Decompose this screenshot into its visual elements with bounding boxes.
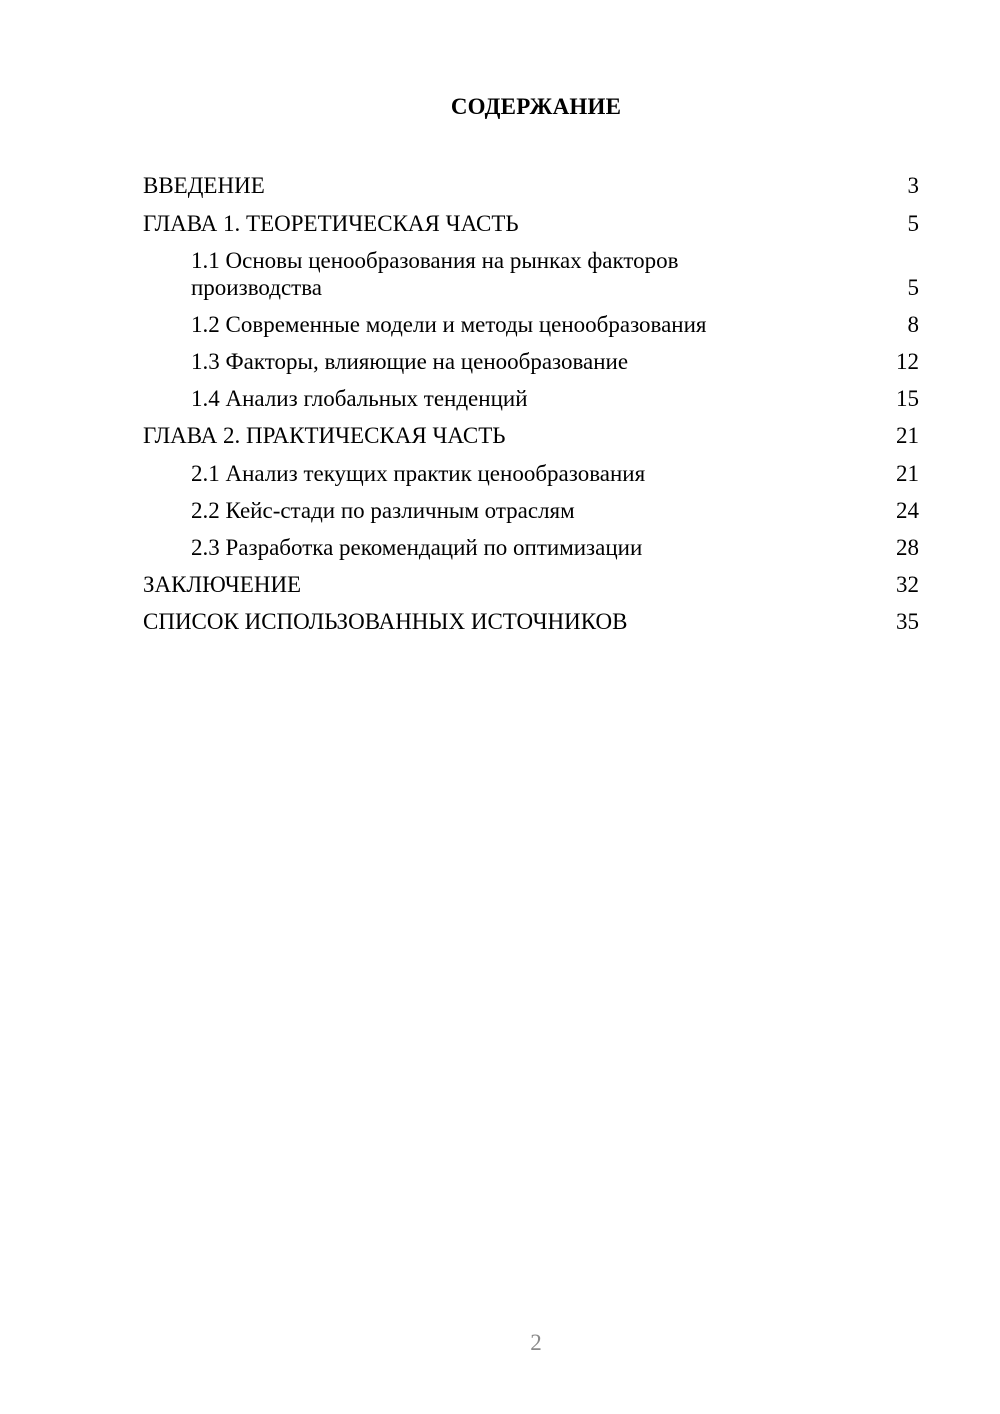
toc-entry-text: 2.1 Анализ текущих практик ценообразования	[191, 460, 646, 486]
toc-entry-section-2-3[interactable]	[143, 529, 919, 566]
toc-entry-page: 32	[896, 571, 919, 597]
toc-entry-page: 21	[896, 423, 919, 448]
toc-entry-text: ВВЕДЕНИЕ	[143, 173, 265, 198]
toc-entry-page: 15	[896, 386, 919, 411]
toc-entry-page: 35	[896, 609, 919, 634]
toc-entry-text: 1.4 Анализ глобальных тенденций	[191, 386, 528, 411]
toc-entry-text: 2.2 Кейс-стади по различным отраслям	[191, 497, 575, 523]
toc-entry-introduction[interactable]	[143, 167, 919, 205]
toc-entry-section-2-1[interactable]	[143, 455, 919, 492]
table-of-contents	[143, 167, 919, 641]
toc-entry-text: 1.1 Основы ценообразования на рынках факторов производства	[191, 248, 679, 300]
toc-entry-text: 1.3 Факторы, влияющие на ценообразование	[191, 349, 629, 374]
toc-entry-text: 2.3 Разработка рекомендаций по оптимизации	[191, 534, 643, 560]
toc-entry-page: 8	[907, 312, 919, 337]
toc-entry-text: ГЛАВА 2. ПРАКТИЧЕСКАЯ ЧАСТЬ	[143, 423, 506, 448]
toc-entry-conclusion[interactable]	[143, 566, 919, 604]
toc-entry-section-1-2[interactable]	[143, 306, 919, 343]
toc-entry-section-2-2[interactable]	[143, 492, 919, 529]
toc-entry-page: 28	[896, 534, 919, 560]
toc-entry-page: 3	[907, 173, 919, 198]
toc-entry-text: ГЛАВА 1. ТЕОРЕТИЧЕСКАЯ ЧАСТЬ	[143, 210, 519, 236]
toc-entry-page: 24	[896, 497, 919, 523]
toc-entry-page: 12	[896, 349, 919, 374]
toc-entry-section-1-1[interactable]	[143, 242, 919, 306]
toc-entry-section-1-4[interactable]	[143, 380, 919, 417]
page-number: 2	[530, 1330, 542, 1355]
toc-entry-page: 21	[896, 460, 919, 486]
toc-entry-references[interactable]	[143, 603, 919, 641]
toc-title: СОДЕРЖАНИЕ	[450, 94, 622, 119]
toc-entry-page: 5	[907, 275, 919, 300]
toc-entry-chapter-1[interactable]	[143, 205, 919, 243]
toc-entry-text: СПИСОК ИСПОЛЬЗОВАННЫХ ИСТОЧНИКОВ	[143, 609, 628, 634]
toc-entry-text: 1.2 Современные модели и методы ценообразования	[191, 312, 707, 337]
toc-entry-text: ЗАКЛЮЧЕНИЕ	[143, 571, 302, 597]
toc-entry-section-1-3[interactable]	[143, 343, 919, 380]
toc-entry-page: 5	[907, 210, 919, 236]
toc-entry-chapter-2[interactable]	[143, 417, 919, 455]
